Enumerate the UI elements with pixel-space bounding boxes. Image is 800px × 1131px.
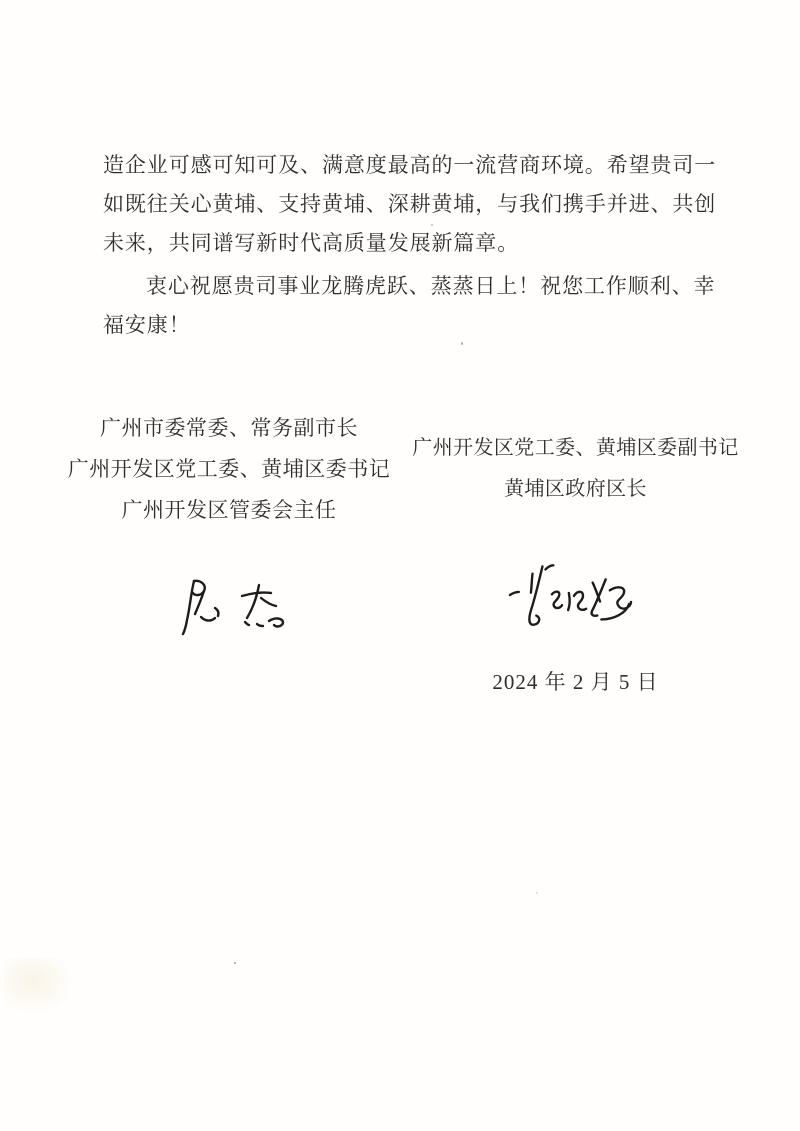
scan-smudge <box>4 958 76 1016</box>
left-signer-title: 广州市委常委、常务副市长 <box>100 416 358 440</box>
text-line: 造企业可感可知可及、满意度最高的一流营商环境。希望贵司一 <box>103 153 717 177</box>
scan-speck <box>461 342 463 345</box>
text-line: 未来，共同谱写新时代高质量发展新篇章。 <box>103 231 520 255</box>
scan-speck <box>536 892 538 894</box>
text-line: 福安康！ <box>103 313 191 337</box>
date-line: 2024 年 2 月 5 日 <box>492 670 659 694</box>
scan-speck <box>234 962 236 964</box>
right-signer-title: 黄埔区政府区长 <box>504 478 647 500</box>
handwritten-signature-right <box>489 552 651 650</box>
paragraph-closing-remarks <box>103 146 723 263</box>
scan-speck <box>431 224 433 226</box>
paragraph-well-wishes <box>103 267 723 345</box>
left-signer-title: 广州开发区党工委、黄埔区委书记 <box>67 457 391 481</box>
text-line: 如既往关心黄埔、支持黄埔、深耕黄埔，与我们携手并进、共创 <box>103 192 717 216</box>
right-signer-title-block <box>403 428 748 510</box>
right-signer-title: 广州开发区党工委、黄埔区委副书记 <box>412 437 739 459</box>
text-line: 衷心祝愿贵司事业龙腾虎跃、蒸蒸日上！祝您工作顺利、幸 <box>146 274 716 298</box>
left-signer-title-block <box>60 408 398 531</box>
handwritten-signature-left <box>160 565 310 650</box>
left-signer-title: 广州开发区管委会主任 <box>121 498 337 522</box>
